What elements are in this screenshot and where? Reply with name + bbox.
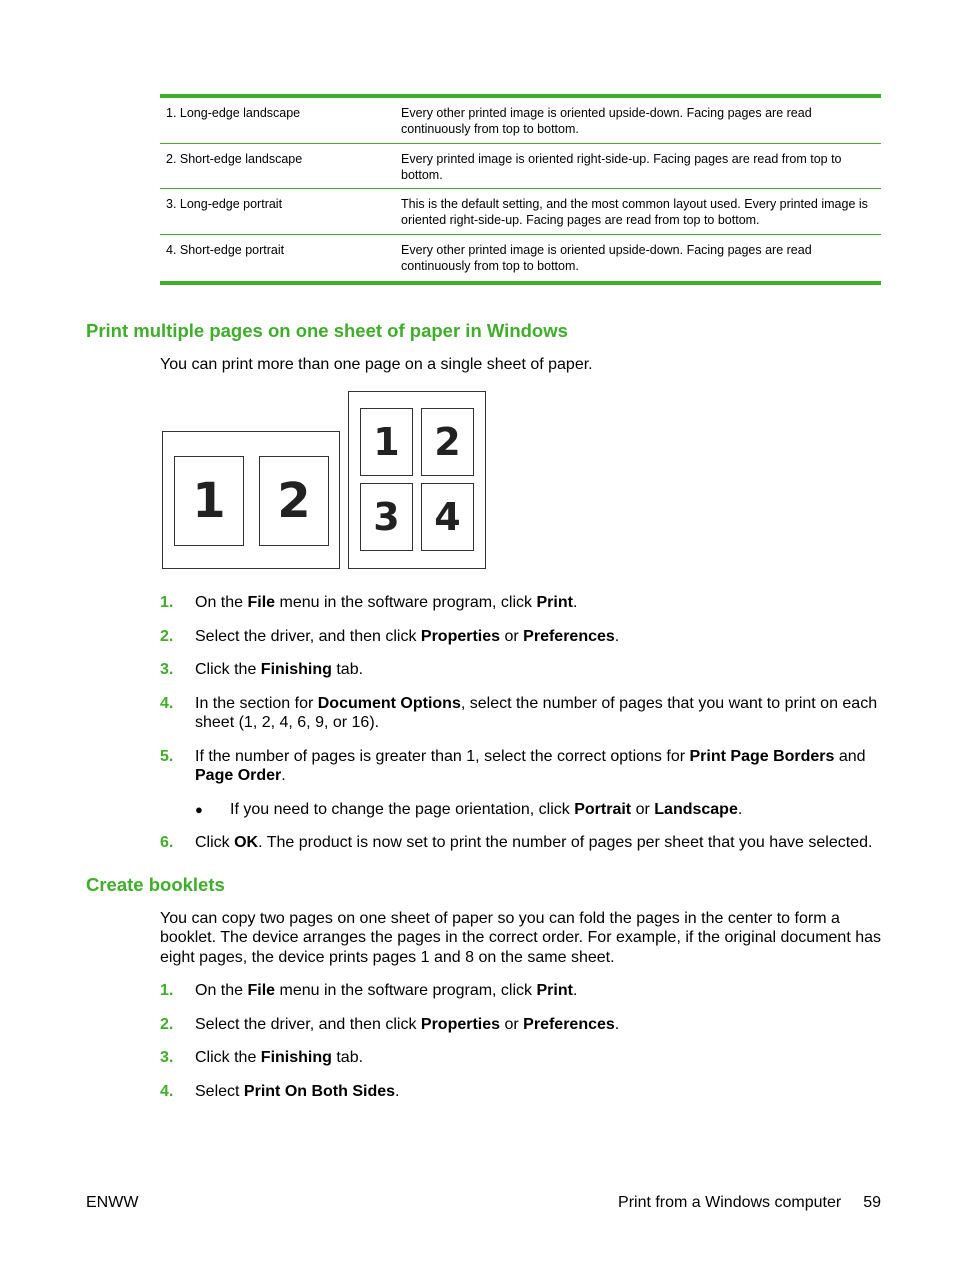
footer-right xyxy=(618,1193,881,1212)
step-text: Click the Finishing tab. xyxy=(195,1049,364,1066)
pages-per-sheet-illustration xyxy=(162,391,486,569)
step-number: 2. xyxy=(160,628,174,645)
step-text: Click the Finishing tab. xyxy=(195,661,364,678)
table-row xyxy=(160,98,881,144)
step-number: 1. xyxy=(160,594,174,611)
table-cell-description: Every other printed image is oriented upside-down. Facing pages are read continuously from top to bottom. xyxy=(401,106,812,136)
table-row xyxy=(160,235,881,281)
table-cell-option: 3. Long-edge portrait xyxy=(166,197,283,211)
two-up-sheet xyxy=(162,431,340,569)
page-number: 3 xyxy=(360,483,413,551)
page-number: 1 xyxy=(174,456,244,546)
sub-bullet-item xyxy=(195,800,885,819)
footer-left: ENWW xyxy=(86,1194,139,1211)
table-cell-option: 2. Short-edge landscape xyxy=(166,152,303,166)
table-cell-description: Every printed image is oriented right-side-up. Facing pages are read from top to bottom. xyxy=(401,152,842,182)
table-cell-option: 4. Short-edge portrait xyxy=(166,243,285,257)
bullet-icon: ● xyxy=(195,802,203,817)
step-number: 2. xyxy=(160,1016,174,1033)
step-text: Select Print On Both Sides. xyxy=(195,1083,400,1100)
step-number: 3. xyxy=(160,661,174,678)
step-item xyxy=(160,1082,886,1101)
table-row xyxy=(160,144,881,189)
layout-options-table xyxy=(160,94,881,285)
page-number: 2 xyxy=(421,408,474,476)
page-number: 2 xyxy=(259,456,329,546)
step-item xyxy=(160,593,886,612)
step-item xyxy=(160,1015,886,1034)
page-number-footer: 59 xyxy=(863,1194,881,1211)
step-item xyxy=(160,660,886,679)
step-item xyxy=(160,694,886,733)
step-number: 4. xyxy=(160,695,174,712)
four-up-sheet xyxy=(348,391,486,569)
step-number: 4. xyxy=(160,1083,174,1100)
step-text: Select the driver, and then click Properties or Preferences. xyxy=(195,1016,620,1033)
step-item xyxy=(160,981,886,1000)
step-item xyxy=(160,747,886,786)
section-intro: You can copy two pages on one sheet of paper so you can fold the pages in the center to form a booklet. The device arranges the pages in the correct order. For example, if the original document has eight pages, the device prints pages 1 and 8 on the same sheet. xyxy=(160,910,881,966)
step-number: 5. xyxy=(160,748,174,765)
table-cell-description: Every other printed image is oriented upside-down. Facing pages are read continuously from top to bottom. xyxy=(401,243,812,273)
section-heading-multiple-pages: Print multiple pages on one sheet of paper in Windows xyxy=(86,320,568,341)
step-text: Select the driver, and then click Properties or Preferences. xyxy=(195,628,620,645)
step-text: Click OK. The product is now set to print the number of pages per sheet that you have selected. xyxy=(195,834,873,851)
step-number: 3. xyxy=(160,1049,174,1066)
page-number: 4 xyxy=(421,483,474,551)
page-number: 1 xyxy=(360,408,413,476)
step-item xyxy=(160,833,886,852)
step-text: If the number of pages is greater than 1, select the correct options for Print Page Borders and Page Order. xyxy=(195,748,866,785)
table-row xyxy=(160,189,881,235)
step-text: In the section for Document Options, select the number of pages that you want to print on each sheet (1, 2, 4, 6, 9, or 16). xyxy=(195,695,878,732)
table-cell-option: 1. Long-edge landscape xyxy=(166,106,301,120)
bullet-text: If you need to change the page orientation, click Portrait or Landscape. xyxy=(230,801,743,818)
section-intro: You can print more than one page on a single sheet of paper. xyxy=(160,356,593,373)
step-text: On the File menu in the software program, click Print. xyxy=(195,982,578,999)
step-item xyxy=(160,627,886,646)
section-heading-create-booklets: Create booklets xyxy=(86,874,225,895)
table-cell-description: This is the default setting, and the most common layout used. Every printed image is oriented right-side-up. Facing pages are read from top to bottom. xyxy=(401,197,868,227)
step-number: 1. xyxy=(160,982,174,999)
step-number: 6. xyxy=(160,834,174,851)
footer-section-title: Print from a Windows computer xyxy=(618,1194,842,1211)
step-item xyxy=(160,1048,886,1067)
step-text: On the File menu in the software program, click Print. xyxy=(195,594,578,611)
